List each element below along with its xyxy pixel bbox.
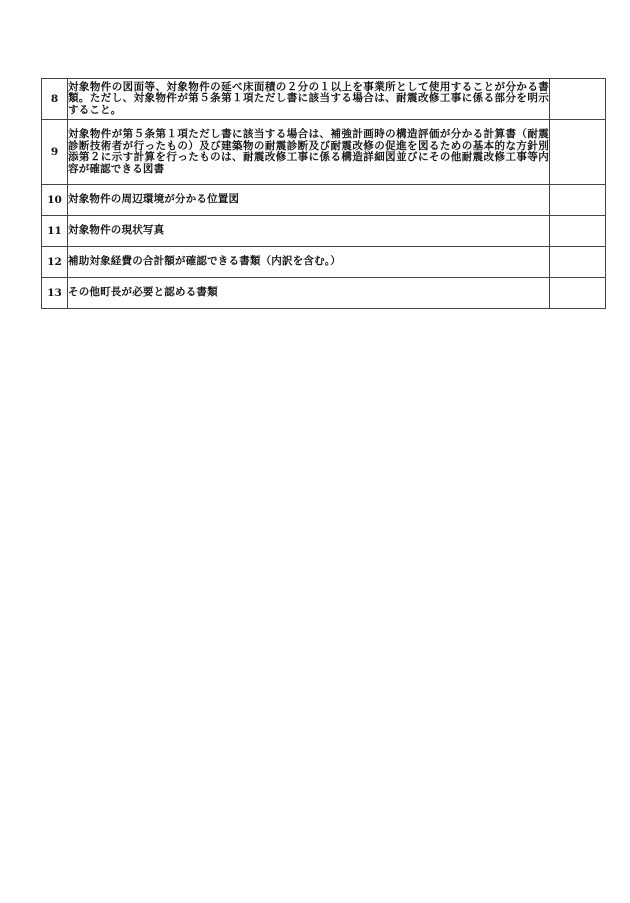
row-number: 8: [42, 79, 68, 120]
row-description: 対象物件の現状写真: [68, 216, 550, 247]
row-description: 対象物件の周辺環境が分かる位置図: [68, 185, 550, 216]
row-description: 対象物件の図面等、対象物件の延べ床面積の２分の１以上を事業所として使用することが分かる書類。ただし、対象物件が第５条第１項ただし書に該当する場合は、耐震改修工事に係る部分を明示すること。: [68, 79, 550, 120]
row-check-cell: [550, 278, 606, 309]
row-number: 13: [42, 278, 68, 309]
row-number: 10: [42, 185, 68, 216]
table-row: [42, 247, 606, 278]
row-description: 補助対象経費の合計額が確認できる書類（内訳を含む。）: [68, 247, 550, 278]
row-check-cell: [550, 79, 606, 120]
row-number: 12: [42, 247, 68, 278]
row-check-cell: [550, 120, 606, 185]
row-check-cell: [550, 247, 606, 278]
row-description: 対象物件が第５条第１項ただし書に該当する場合は、補強計画時の構造評価が分かる計算書（耐震診断技術者が行ったもの）及び建築物の耐震診断及び耐震改修の促進を図るための基本的な方針別添第２に示す計算を行ったものは、耐震改修工事に係る構造詳細図並びにその他耐震改修工事等内容が確認できる図書: [68, 120, 550, 185]
document-checklist-table: [41, 78, 606, 309]
row-number: 9: [42, 120, 68, 185]
row-description: その他町長が必要と認める書類: [68, 278, 550, 309]
row-check-cell: [550, 185, 606, 216]
table-row: [42, 278, 606, 309]
table-row: [42, 79, 606, 120]
row-check-cell: [550, 216, 606, 247]
row-number: 11: [42, 216, 68, 247]
table-row: [42, 185, 606, 216]
table-row: [42, 216, 606, 247]
table-row: [42, 120, 606, 185]
